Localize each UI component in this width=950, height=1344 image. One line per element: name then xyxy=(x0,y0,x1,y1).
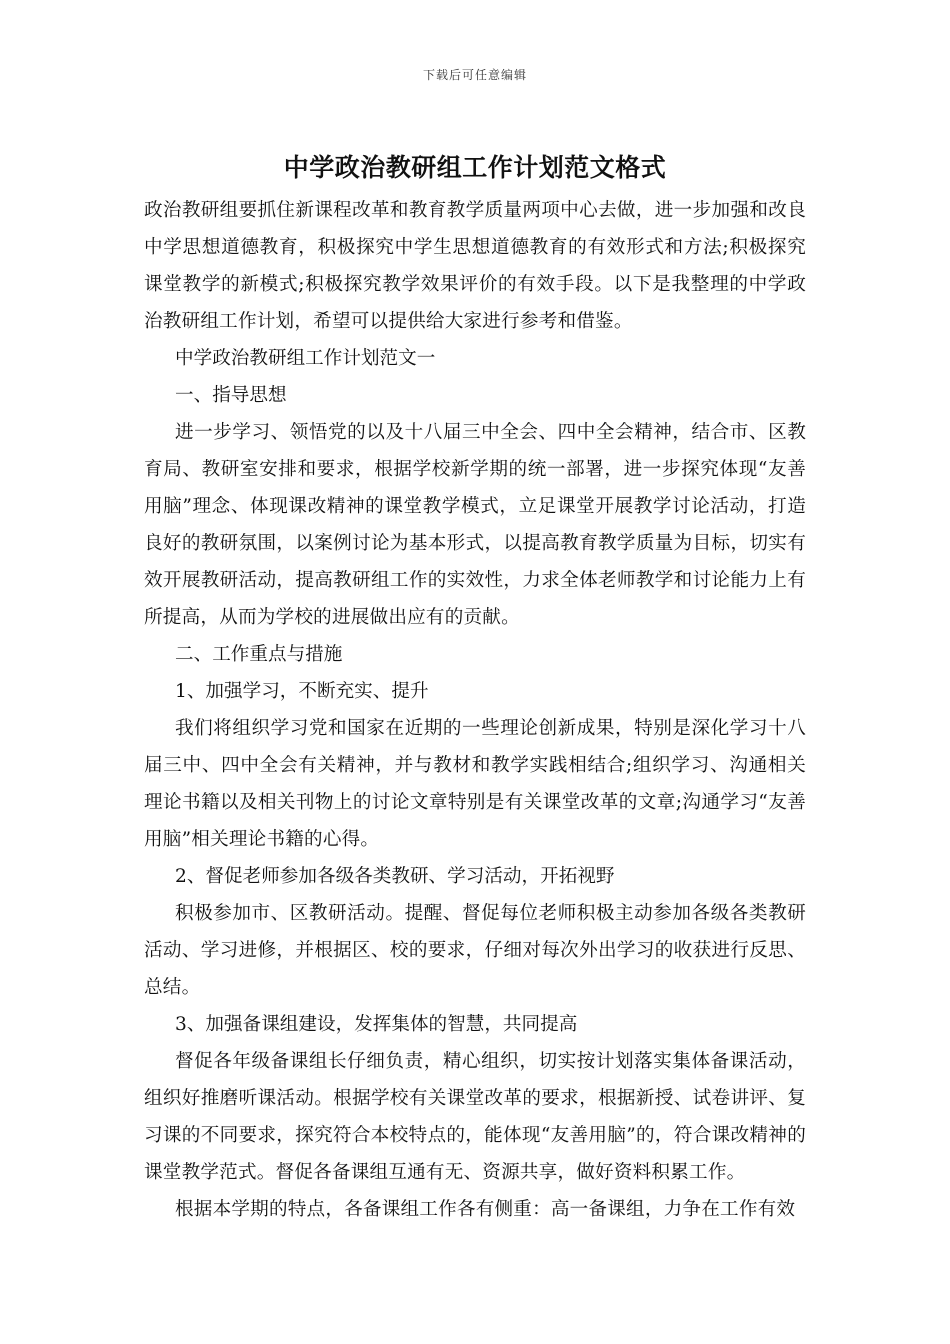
item3-body: 督促各年级备课组长仔细负责，精心组织，切实按计划落实集体备课活动，组织好推磨听课活动。根据学校有关课堂改革的要求，根据新授、试卷讲评、复习课的不同要求，探究符合本校特点的，能体现“友善用脑”的，符合课改精神的课堂教学范式。督促各备课组互通有无、资源共享，做好资料积累工作。 xyxy=(144,1051,806,1183)
item2-body: 积极参加市、区教研活动。提醒、督促每位老师积极主动参加各级各类教研活动、学习进修，并根据区、校的要求，仔细对每次外出学习的收获进行反思、总结。 xyxy=(144,903,806,998)
item2-heading: 2、督促老师参加各级各类教研、学习活动，开拓视野 xyxy=(175,866,615,887)
document-page xyxy=(144,148,806,1228)
section2-heading: 二、工作重点与措施 xyxy=(175,644,343,665)
document-title: 中学政治教研组工作计划范文格式 xyxy=(283,153,667,182)
section1-heading: 一、指导思想 xyxy=(175,385,287,406)
item1-body: 我们将组织学习党和国家在近期的一些理论创新成果，特别是深化学习十八届三中、四中全会有关精神，并与教材和教学实践相结合;组织学习、沟通相关理论书籍以及相关刊物上的讨论文章特别是有关课堂改革的文章;沟通学习“友善用脑”相关理论书籍的心得。 xyxy=(144,718,806,850)
intro-paragraph: 政治教研组要抓住新课程改革和教育教学质量两项中心去做，进一步加强和改良中学思想道德教育，积极探究中学生思想道德教育的有效形式和方法;积极探究课堂教学的新模式;积极探究教学效果评价的有效手段。以下是我整理的中学政治教研组工作计划，希望可以提供给大家进行参考和借鉴。 xyxy=(144,200,806,332)
subtitle: 中学政治教研组工作计划范文一 xyxy=(175,348,436,369)
item3-body-continued: 根据本学期的特点，各备课组工作各有侧重：高一备课组，力争在工作有效 xyxy=(175,1199,796,1220)
item1-heading: 1、加强学习，不断充实、提升 xyxy=(175,681,429,702)
header-note: 下载后可任意编辑 xyxy=(422,68,527,82)
section1-body: 进一步学习、领悟党的以及十八届三中全会、四中全会精神，结合市、区教育局、教研室安排和要求，根据学校新学期的统一部署，进一步探究体现“友善用脑”理念、体现课改精神的课堂教学模式，立足课堂开展教学讨论活动，打造良好的教研氛围，以案例讨论为基本形式，以提高教育教学质量为目标，切实有效开展教研活动，提高教研组工作的实效性，力求全体老师教学和讨论能力上有所提高，从而为学校的进展做出应有的贡献。 xyxy=(144,422,806,628)
item3-heading: 3、加强备课组建设，发挥集体的智慧，共同提高 xyxy=(175,1014,578,1035)
